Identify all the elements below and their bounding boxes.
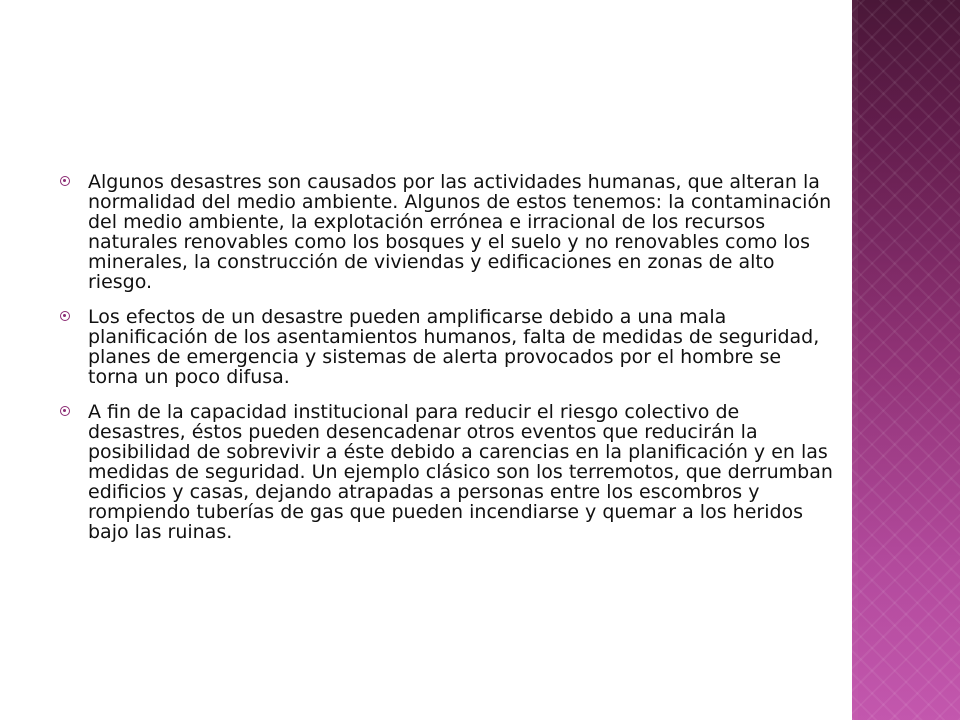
target-bullet-icon bbox=[60, 311, 70, 321]
bullet-text: Algunos desastres son causados por las actividades humanas, que alteran la normalidad del medio ambiente. Algunos de estos tenemos: la contaminación del medio ambiente, la explotación errónea e irracional de los recursos naturales renovables como los bosques y el suelo y no renovables como los minerales, la construcción de viviendas y edificaciones en zonas de alto riesgo. bbox=[88, 171, 832, 293]
target-bullet-icon bbox=[60, 406, 70, 416]
bullet-item bbox=[60, 172, 836, 292]
bullet-item bbox=[60, 307, 836, 387]
bullet-item bbox=[60, 402, 836, 542]
target-bullet-icon bbox=[60, 176, 70, 186]
bullet-text: A fin de la capacidad institucional para reducir el riesgo colectivo de desastres, éstos pueden desencadenar otros eventos que reducirán la posibilidad de sobrevivir a éste debido a carencias en la planificación y en las medidas de seguridad. Un ejemplo clásico son los terremotos, que derrumban edificios y casas, dejando atrapadas a personas entre los escombros y rompiendo tuberías de gas que pueden incendiarse y quemar a los heridos bajo las ruinas. bbox=[88, 401, 833, 543]
decorative-side-panel bbox=[852, 0, 960, 720]
bullet-list bbox=[60, 172, 836, 557]
bullet-text: Los efectos de un desastre pueden amplificarse debido a una mala planificación de los asentamientos humanos, falta de medidas de seguridad, planes de emergencia y sistemas de alerta provocados por el hombre se torna un poco difusa. bbox=[88, 306, 820, 388]
